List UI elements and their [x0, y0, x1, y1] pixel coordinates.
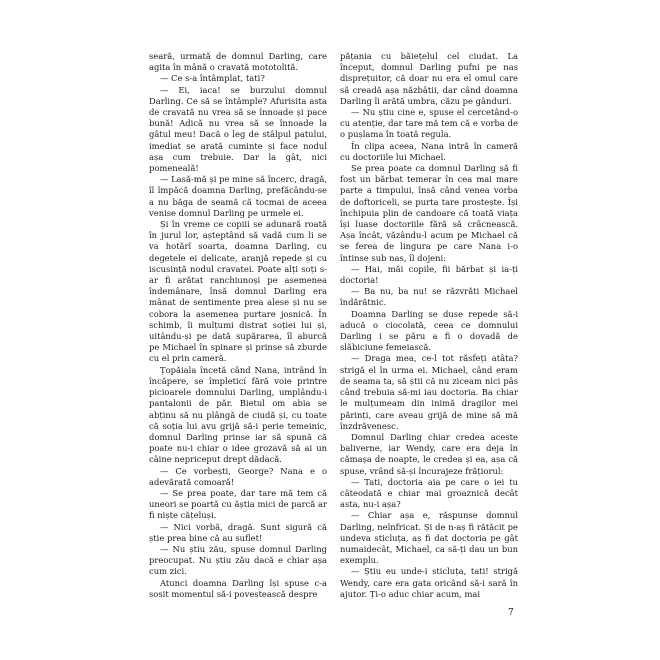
- paragraph: Și în vreme ce copiii se adunară roată în jurul lor, așteptând să vadă cum li se va hotărî soarta, doamna Darling, cu degetele ei delicate, aranjă repede și cu iscusință nodul cravatei. Poate alți soți s-ar fi arătat ranchiunoși pe asemenea îndemânare, însă domnul Darling era mânat de sentimente prea alese și nu se cobora la asemenea purtare josnică. În schimb, îi mulțumi distrat soției lui și, uitându-și pe dată supărarea, îl aburcă pe Michael în spinare și prinse să zburde cu el prin cameră.: [149, 219, 327, 364]
- paragraph: seară, urmată de domnul Darling, care agita în mână o cravată mototolită.: [149, 51, 327, 73]
- paragraph: Se prea poate ca domnul Darling să fi fost un bărbat temerar în cea mai mare parte a timpului, însă când venea vorba de doftoriceli, se purta tare prostește. Își închipuia plin de candoare că toată viața își luase doctoriile fără să crâcnească. Așa încât, văzându-l acum pe Michael că se ferea de lingura pe care Nana i-o întinse sub nas, îl dojeni:: [340, 163, 518, 263]
- page-number: 7: [508, 608, 514, 618]
- paragraph: Domnul Darling chiar credea aceste baliverne, iar Wendy, care era deja în cămașa de noapte, le credea și ea, așa că spuse, vrând să-și încurajeze frățiorul:: [340, 431, 518, 476]
- paragraph: — Se prea poate, dar tare mă tem că uneori se poartă cu ăștia mici de parcă ar fi niște cățeluși.: [149, 487, 327, 521]
- paragraph: — Ce s-a întâmplat, tati?: [160, 73, 265, 84]
- paragraph: — Chiar așa e, răspunse domnul Darling, neînfricat. Și de n-aș fi rătăcit pe undeva sticluța, aș fi dat doctoria pe gât numaidecât, Michael, ca să-ți dau un bun exemplu.: [340, 510, 518, 566]
- paragraph: — Ba nu, ba nu! se răzvrăti Michael îndărătnic.: [340, 286, 518, 308]
- paragraph: — Nu știu cine e, spuse el cercetând-o cu atenție, dar tare mă tem că e vorba de o pușlama în toată regula.: [340, 107, 518, 140]
- paragraph: — Tati, doctoria aia pe care o iei tu câteodată e chiar mai groaznică decât asta, nu-i așa?: [340, 476, 518, 510]
- paragraph: — Nici vorbă, dragă. Sunt sigură că știe prea bine că au suflet!: [149, 521, 327, 543]
- paragraph: — Ce vorbești, George? Nana e o adevărată comoară!: [149, 465, 327, 487]
- paragraph: — Știu eu unde-i sticluța, tati! strigă Wendy, care era gata oricând să-i sară în ajutor. Ți-o aduc chiar acum, mai: [340, 566, 518, 599]
- paragraph: — Ei, iaca! se burzului domnul Darling. Ce să se întâmple? Afurisita asta de cravată nu vrea să se înnoade și pace bună! Adică nu vrea să se înnoade la gâtul meu! Dacă o leg de stâlpul patului, imediat se arată cuminte și face nodul așa cum trebuie. Dar la gât, nici pomeneală!: [149, 84, 327, 174]
- left-text-column: [149, 51, 327, 600]
- paragraph: pățania cu băiețelul cel ciudat. La început, domnul Darling pufni pe nas disprețuitor, că doar nu era el omul care să creadă așa năzbâtii, dar când doamna Darling îi arătă umbra, căzu pe gânduri.: [340, 51, 518, 106]
- right-text-column: [340, 51, 518, 600]
- paragraph: — Hai, măi copile, fii bărbat și ia-ți doctoria!: [340, 263, 518, 286]
- paragraph: Țopăiala încetă când Nana, intrând în încăpere, se împleticí fără voie printre picioarele domnului Darling, umplându-i pantalonii de păr. Bietul om abia se abținu să nu plângă de ciudă și, cu toate că soția lui avu grijă să-i perie temeinic, domnul Darling prinse iar să spună că poate nu-i chiar o idee grozavă să ai un câine nepriceput drept dădacă.: [149, 364, 327, 465]
- paragraph: — Nu știu zău, spuse domnul Darling preocupat. Nu știu zău dacă e chiar așa cum zici.: [149, 543, 327, 577]
- paragraph: În clipa aceea, Nana intră în cameră cu doctoriile lui Michael.: [340, 140, 518, 162]
- paragraph: — Lasă-mă și pe mine să încerc, dragă, îl împăcă doamna Darling, prefăcându-se a nu băga de seamă că tocmai de aceea venise domnul Darling pe urmele ei.: [149, 174, 327, 218]
- paragraph: — Draga mea, ce-l tot răsfeți atâta? strigă el în urma ei. Michael, când eram de seama ta, să știi că nu ziceam nici pâs când trebuia să-mi iau doctoria. Ba chiar le mulțumeam din inimă dragilor mei părinți, care aveau grijă de mine să mă înzdrăvenesc.: [340, 353, 518, 431]
- paragraph: Doamna Darling se duse repede să-i aducă o ciocolată, ceea ce domnului Darling i se păru a fi o dovadă de slăbiciune femeiască.: [340, 308, 518, 353]
- paragraph: Atunci doamna Darling își spuse c-a sosit momentul să-i povestească despre: [149, 577, 327, 599]
